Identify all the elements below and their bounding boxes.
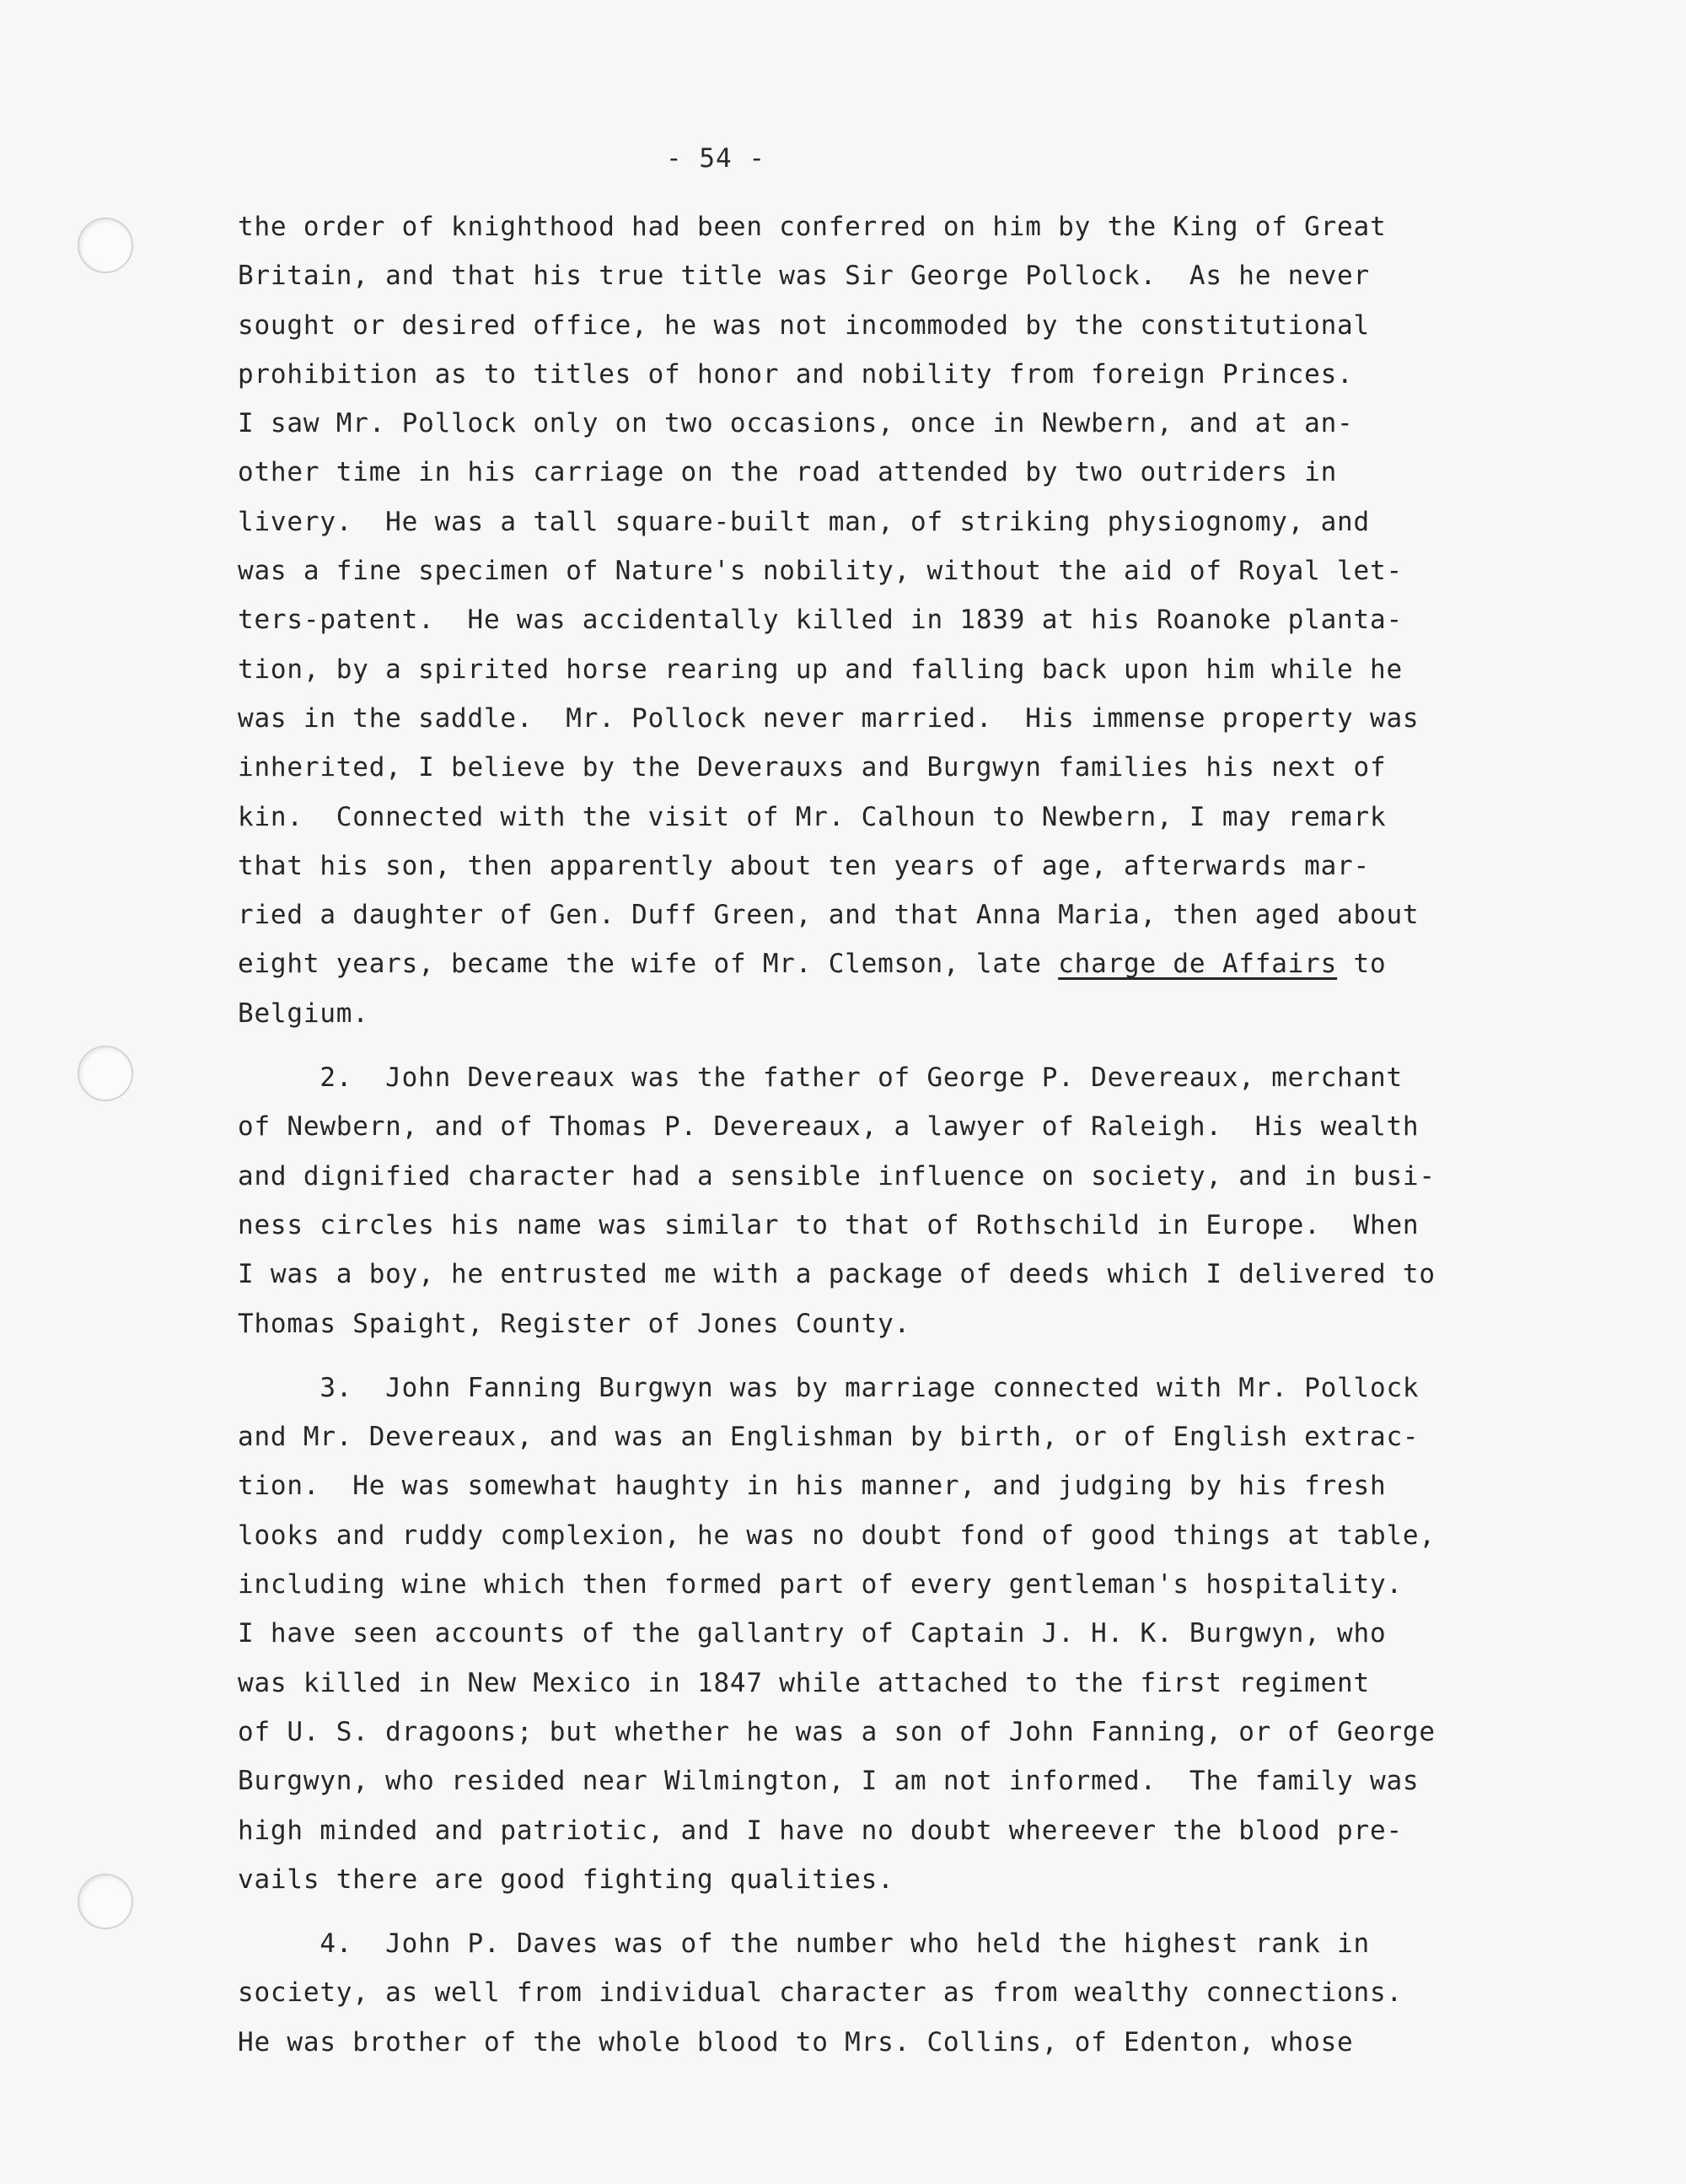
text-line: Thomas Spaight, Register of Jones County. bbox=[238, 1308, 911, 1339]
text-line: looks and ruddy complexion, he was no doubt fond of good things at table, bbox=[238, 1520, 1436, 1551]
text-line: inherited, I believe by the Deverauxs and Burgwyn families his next of bbox=[238, 752, 1387, 783]
paragraph-1 bbox=[238, 202, 1452, 1038]
paragraph-spacer bbox=[238, 1904, 1452, 1919]
text-line: of Newbern, and of Thomas P. Devereaux, a lawyer of Raleigh. His wealth bbox=[238, 1111, 1420, 1143]
text-line: and dignified character had a sensible influence on society, and in busi- bbox=[238, 1160, 1436, 1192]
text-line: the order of knighthood had been conferred on him by the King of Great bbox=[238, 212, 1387, 242]
text-line: 3. John Fanning Burgwyn was by marriage connected with Mr. Pollock bbox=[238, 1372, 1420, 1403]
text-line: kin. Connected with the visit of Mr. Calhoun to Newbern, I may remark bbox=[238, 801, 1387, 832]
text-segment: to bbox=[1337, 949, 1387, 980]
punch-hole-middle bbox=[78, 1046, 133, 1101]
text-line: high minded and patriotic, and I have no doubt whereever the blood pre- bbox=[238, 1815, 1403, 1846]
text-line: was in the saddle. Mr. Pollock never married. His immense property was bbox=[238, 702, 1420, 734]
text-line: I have seen accounts of the gallantry of Captain J. H. K. Burgwyn, who bbox=[238, 1618, 1387, 1649]
underlined-phrase: charge de Affairs bbox=[1058, 949, 1338, 980]
body-text bbox=[238, 202, 1452, 2067]
text-segment: eight years, became the wife of Mr. Clemson, late bbox=[238, 949, 1059, 980]
text-line: prohibition as to titles of honor and nobility from foreign Princes. bbox=[238, 358, 1354, 390]
text-line: of U. S. dragoons; but whether he was a son of John Fanning, or of George bbox=[238, 1716, 1436, 1747]
page-number: - 54 - bbox=[666, 143, 765, 174]
text-line: and Mr. Devereaux, and was an Englishman by birth, or of English extrac- bbox=[238, 1422, 1420, 1453]
text-line-with-underline bbox=[238, 939, 1452, 988]
text-line: livery. He was a tall square-built man, of striking physiognomy, and bbox=[238, 506, 1370, 537]
text-line: society, as well from individual character as from wealthy connections. bbox=[238, 1977, 1403, 2009]
punch-hole-top bbox=[78, 218, 133, 273]
text-line: was killed in New Mexico in 1847 while attached to the first regiment bbox=[238, 1667, 1370, 1698]
text-line: other time in his carriage on the road attended by two outriders in bbox=[238, 457, 1338, 488]
punch-hole-bottom bbox=[78, 1874, 133, 1929]
paragraph-spacer bbox=[238, 1038, 1452, 1053]
text-line: sought or desired office, he was not incommoded by the constitutional bbox=[238, 309, 1370, 341]
text-line: including wine which then formed part of every gentleman's hospitality. bbox=[238, 1569, 1403, 1600]
text-line: ried a daughter of Gen. Duff Green, and that Anna Maria, then aged about bbox=[238, 900, 1420, 931]
text-line: Burgwyn, who resided near Wilmington, I am not informed. The family was bbox=[238, 1766, 1420, 1797]
paragraph-3 bbox=[238, 1364, 1452, 1904]
paragraph-4 bbox=[238, 1919, 1452, 2067]
text-line: that his son, then apparently about ten years of age, afterwards mar- bbox=[238, 850, 1370, 881]
text-line: 4. John P. Daves was of the number who held the highest rank in bbox=[238, 1928, 1370, 1960]
paragraph-2 bbox=[238, 1053, 1452, 1348]
text-line: I saw Mr. Pollock only on two occasions, once in Newbern, and at an- bbox=[238, 408, 1354, 439]
text-line: I was a boy, he entrusted me with a package of deeds which I delivered to bbox=[238, 1259, 1436, 1290]
text-line: vails there are good fighting qualities. bbox=[238, 1864, 894, 1895]
text-line: tion, by a spirited horse rearing up and falling back upon him while he bbox=[238, 654, 1403, 685]
text-line: ters-patent. He was accidentally killed in 1839 at his Roanoke planta- bbox=[238, 605, 1403, 636]
text-line: 2. John Devereaux was the father of George P. Devereaux, merchant bbox=[238, 1062, 1403, 1094]
text-line: was a fine specimen of Nature's nobility, without the aid of Royal let- bbox=[238, 556, 1403, 587]
text-line: ness circles his name was similar to that of Rothschild in Europe. When bbox=[238, 1209, 1420, 1240]
text-line: He was brother of the whole blood to Mrs. Collins, of Edenton, whose bbox=[238, 2026, 1354, 2058]
text-line: tion. He was somewhat haughty in his manner, and judging by his fresh bbox=[238, 1471, 1387, 1502]
paragraph-spacer bbox=[238, 1348, 1452, 1364]
text-line: Belgium. bbox=[238, 998, 369, 1029]
text-line: Britain, and that his true title was Sir George Pollock. As he never bbox=[238, 261, 1370, 292]
